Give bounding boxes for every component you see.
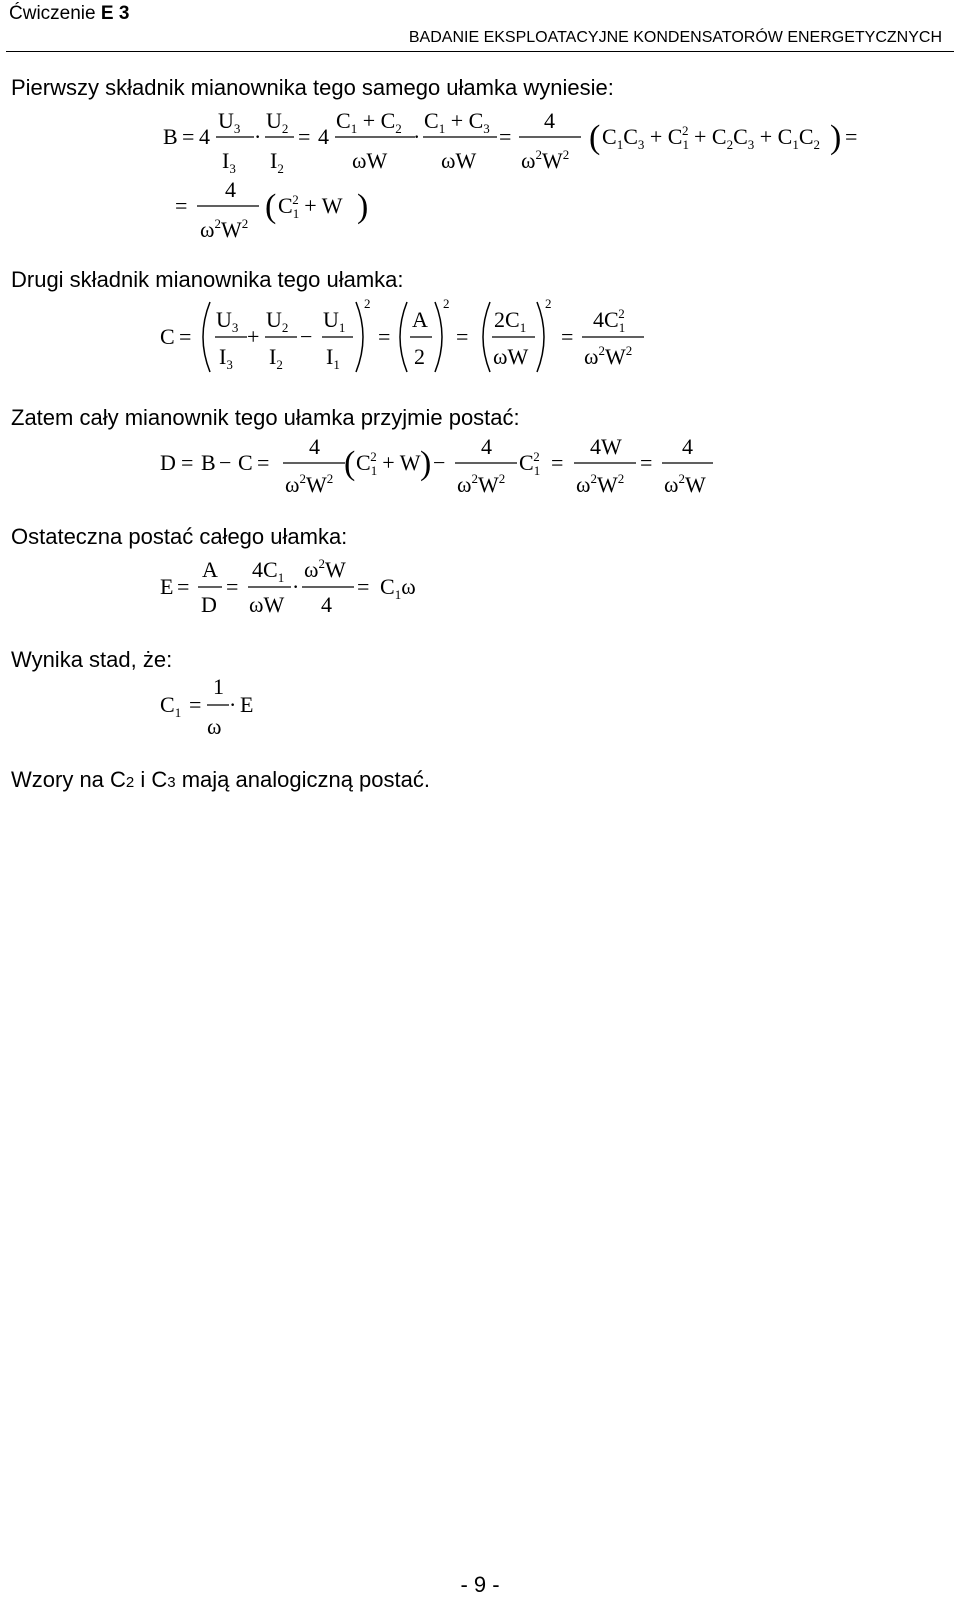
svg-text:I2: $I_2$	[270, 148, 284, 176]
svg-text:U3: $U_3$	[216, 307, 239, 335]
svg-text:B: B	[163, 124, 178, 149]
page-number: - 9 -	[460, 1572, 500, 1597]
svg-text:U2: $U_2$	[266, 307, 289, 335]
svg-text:4: 4	[682, 434, 693, 459]
svg-text:C12: $C_12$	[519, 449, 541, 478]
svg-text:=: =	[177, 574, 190, 599]
svg-text:2: 2	[545, 296, 552, 311]
text-formulas-for: Wzory na C	[11, 767, 126, 792]
equation-c	[0, 292, 960, 387]
svg-text:C: C	[238, 450, 253, 475]
svg-text:=: =	[181, 450, 194, 475]
svg-text:·: ·	[292, 574, 300, 599]
svg-text:ω2W2: $\omega^2W^2$	[200, 216, 249, 242]
svg-text:E: E	[240, 692, 254, 717]
svg-text:2: 2	[414, 344, 425, 369]
svg-text:C12 + W: $C_12 + W$	[278, 192, 343, 221]
svg-text:ωW: ωW	[493, 344, 529, 369]
equation-d	[0, 430, 960, 500]
svg-text:ωW: ωW	[352, 148, 388, 173]
svg-text:ω2W2: $\omega^2W^2$	[521, 147, 570, 173]
svg-text:=: =	[640, 450, 653, 475]
svg-text:=: =	[189, 692, 202, 717]
svg-text:C1: $C_1$	[160, 692, 182, 720]
equation-c1	[0, 672, 960, 742]
svg-text:=: =	[175, 193, 188, 218]
svg-text:U1: $U_1$	[323, 307, 346, 335]
svg-text:C12 + W: $C_12 + W$	[356, 449, 421, 478]
svg-text:=: =	[226, 574, 239, 599]
svg-text:A: A	[412, 307, 428, 332]
paragraph-full-denominator: Zatem cały mianownik tego ułamka przyjmie postać:	[11, 405, 520, 430]
svg-text:=: =	[551, 450, 564, 475]
svg-text:ωW: ωW	[441, 148, 477, 173]
svg-text:−: −	[219, 450, 232, 475]
svg-text:4W: 4W	[590, 434, 622, 459]
svg-text:4: 4	[318, 124, 329, 149]
svg-text:−: −	[433, 450, 446, 475]
paragraph-final-form: Ostateczna postać całego ułamka:	[11, 524, 348, 549]
svg-text:U2: $U_2$	[266, 108, 289, 136]
subscript-2: 2	[125, 774, 135, 791]
svg-text:2: 2	[443, 296, 450, 311]
svg-text:=: =	[378, 324, 391, 349]
svg-text:ω2W: $\omega^2W$	[664, 471, 706, 497]
svg-text:C: C	[160, 324, 175, 349]
paragraph-analogous-formulas	[11, 767, 430, 793]
svg-text:(: (	[589, 119, 601, 156]
paragraph-first-term: Pierwszy składnik mianownika tego samego ułamka wyniesie:	[11, 75, 614, 100]
svg-text:ω2W2: $\omega^2W^2$	[285, 471, 334, 497]
text-analogous: mają analogiczną postać.	[175, 767, 430, 792]
svg-text:I1: $I_1$	[326, 344, 340, 372]
svg-text:4C12: $4C_12$	[593, 306, 626, 335]
svg-text:·: ·	[229, 692, 237, 717]
svg-text:=: =	[257, 450, 270, 475]
svg-text:=: =	[179, 324, 192, 349]
svg-text:=: =	[561, 324, 574, 349]
svg-text:C1ω: $C_1\omega$	[380, 574, 416, 602]
svg-text:4C1: $4C_1$	[252, 557, 285, 585]
svg-text:2C1: $2C_1$	[494, 307, 527, 335]
svg-text:I2: $I_2$	[269, 344, 283, 372]
svg-text:1: 1	[213, 674, 224, 699]
svg-text:ω2W: $\omega^2W$	[304, 556, 346, 582]
svg-text:): )	[830, 119, 842, 156]
svg-text:C1 + C2: $C_1 + C_2$	[336, 108, 402, 136]
svg-text:A: A	[202, 557, 218, 582]
svg-text:·: ·	[413, 124, 421, 149]
svg-text:ωW: ωW	[249, 592, 285, 617]
svg-text:ω: ω	[207, 714, 222, 739]
svg-text:=: =	[357, 574, 370, 599]
svg-text:−: −	[300, 324, 313, 349]
exercise-id: E 3	[100, 3, 130, 24]
svg-text:4: 4	[321, 592, 332, 617]
svg-text:(: (	[265, 188, 277, 225]
svg-text:): )	[357, 188, 369, 225]
svg-text:ω2W2: $\omega^2W^2$	[576, 471, 625, 497]
paragraph-second-term: Drugi składnik mianownika tego ułamka:	[11, 267, 404, 292]
svg-text:D: D	[160, 450, 176, 475]
svg-text:): )	[420, 445, 432, 482]
svg-text:C1 + C3: $C_1 + C_3$	[424, 108, 490, 136]
svg-text:4: 4	[225, 177, 236, 202]
svg-text:4: 4	[309, 434, 320, 459]
svg-text:2: 2	[364, 296, 371, 311]
svg-text:ω2W2: $\omega^2W^2$	[584, 343, 633, 369]
svg-text:(: (	[344, 445, 356, 482]
subscript-3: 3	[167, 774, 176, 791]
svg-text:4: 4	[199, 124, 210, 149]
text-and-c: i C	[134, 767, 168, 792]
equation-b	[0, 100, 960, 245]
equation-e	[0, 548, 960, 623]
svg-text:E: E	[160, 574, 174, 599]
svg-text:ω2W2: $\omega^2W^2$	[457, 471, 506, 497]
exercise-label	[9, 3, 129, 25]
paragraph-conclusion: Wynika stad, że:	[11, 647, 173, 672]
svg-text:=: =	[845, 124, 858, 149]
svg-text:C1C3 + C12 + C2C3 + C1C2: $C_1C_3 + C_12 + C_2C_3 + C_1C_2$	[602, 123, 821, 152]
svg-text:D: D	[201, 592, 217, 617]
document-title: BADANIE EKSPLOATACYJNE KONDENSATORÓW ENERGETYCZNYCH	[408, 29, 942, 46]
svg-text:4: 4	[481, 434, 492, 459]
svg-text:=: =	[499, 124, 512, 149]
svg-text:I3: $I_3$	[222, 148, 236, 176]
svg-text:+: +	[247, 324, 260, 349]
svg-text:I3: $I_3$	[219, 344, 233, 372]
exercise-prefix: Ćwiczenie	[9, 3, 96, 24]
svg-text:U3: $U_3$	[218, 108, 241, 136]
svg-text:=: =	[298, 124, 311, 149]
svg-text:4: 4	[544, 108, 555, 133]
svg-text:=: =	[182, 124, 195, 149]
svg-text:·: ·	[254, 124, 262, 149]
svg-text:=: =	[456, 324, 469, 349]
header-divider	[6, 51, 954, 52]
svg-text:B: B	[201, 450, 216, 475]
